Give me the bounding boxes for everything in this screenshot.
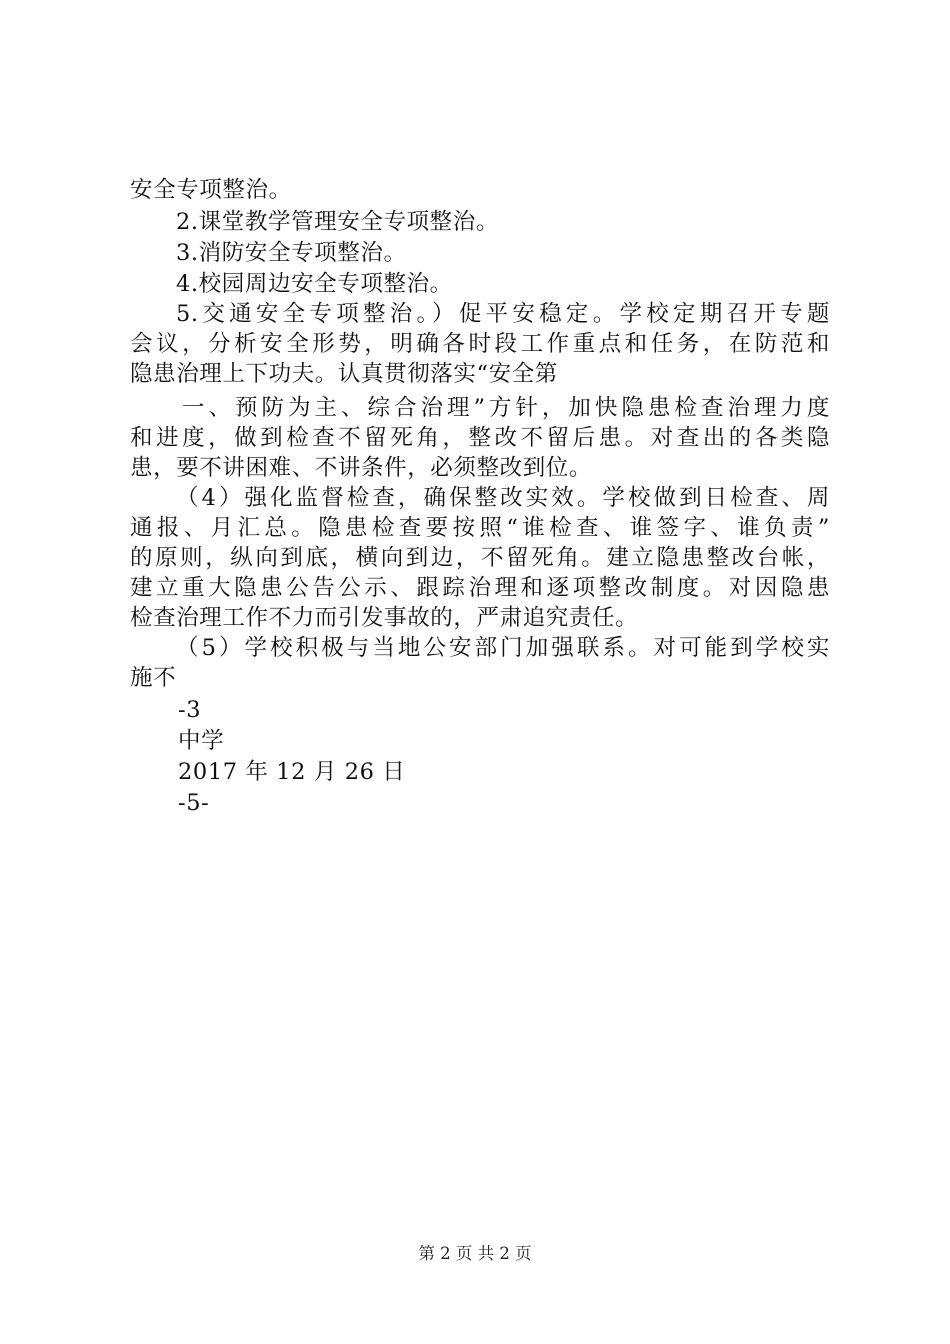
text-line-2: 2.课堂教学管理安全专项整治。 (176, 209, 499, 235)
page-number-footer: 第 2 页 共 2 页 (418, 1244, 532, 1263)
text-line-13: 的原则，纵向到底，横向到边，不留死角。建立隐患整改台帐， (130, 545, 830, 571)
text-line-15: 检查治理工作不力而引发事故的，严肃追究责任。 (130, 605, 639, 631)
text-line-4: 4.校园周边安全专项整治。 (176, 271, 453, 297)
document-date: 2017 年 12 月 26 日 (178, 759, 406, 785)
text-line-9: 和进度，做到检查不留死角，整改不留后患。对查出的各类隐 (130, 425, 830, 451)
page-marker: -3 (178, 697, 202, 723)
school-name: 中学 (178, 728, 225, 754)
page-marker-bottom: -5- (178, 790, 210, 816)
text-line-5: 5.交通安全专项整治。）促平安稳定。学校定期召开专题 (176, 301, 830, 327)
text-line-12: 通报、月汇总。隐患检查要按照“谁检查、谁签字、谁负责” (130, 515, 830, 541)
text-line-8: 一、预防为主、综合治理”方针，加快隐患检查治理力度 (182, 395, 830, 421)
text-line-11: （4）强化监督检查，确保整改实效。学校做到日检查、周 (176, 485, 830, 511)
text-line-14: 建立重大隐患公告公示、跟踪治理和逐项整改制度。对因隐患 (130, 575, 830, 601)
text-line-17: 施不 (130, 665, 177, 691)
text-line-1: 安全专项整治。 (130, 177, 292, 203)
text-line-7: 隐患治理上下功夫。认真贯彻落实“安全第 (130, 361, 558, 387)
text-line-6: 会议，分析安全形势，明确各时段工作重点和任务，在防范和 (130, 331, 830, 357)
text-line-3: 3.消防安全专项整治。 (176, 240, 407, 266)
text-line-16: （5）学校积极与当地公安部门加强联系。对可能到学校实 (176, 635, 830, 661)
text-line-10: 患，要不讲困难、不讲条件，必须整改到位。 (130, 455, 593, 481)
